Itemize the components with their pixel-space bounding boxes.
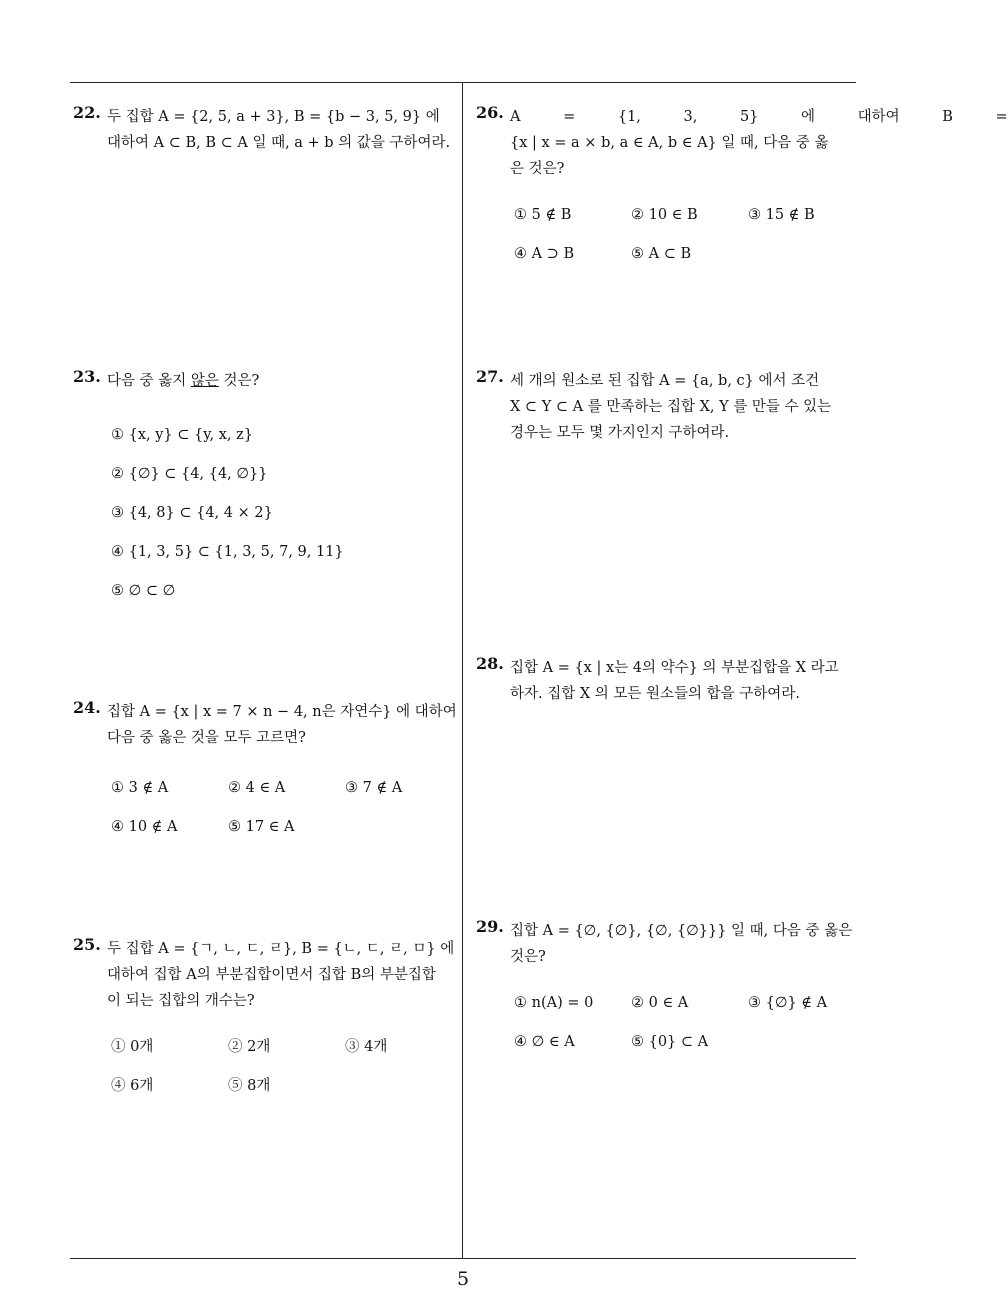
option-3[interactable]: ③ 15 ∉ B [748, 207, 815, 223]
answer-options [111, 1036, 458, 1097]
option-5[interactable]: ⑤ 8개 [228, 1078, 271, 1094]
stem-line: 집합 A = {x | x는 4의 약수} 의 부분집합을 X 라고 [510, 660, 839, 676]
stem-line: 두 집합 A = {ㄱ, ㄴ, ㄷ, ㄹ}, B = {ㄴ, ㄷ, ㄹ, ㅁ} 에 [107, 941, 455, 957]
option-2[interactable]: ② 10 ∈ B [631, 207, 698, 223]
stem-line: {x | x = a × b, a ∈ A, b ∈ A} 일 때, 다음 중 옳 [510, 135, 829, 151]
stem-line: 것은? [510, 949, 546, 965]
option-4[interactable]: ④ 10 ∉ A [111, 819, 178, 835]
bottom-rule [70, 1258, 856, 1259]
page-number: 5 [456, 1268, 470, 1290]
stem-line: 대하여 집합 A의 부분집합이면서 집합 B의 부분집합 [107, 967, 436, 983]
option-3[interactable]: ③ 7 ∉ A [345, 780, 403, 796]
answer-options [111, 777, 458, 838]
stem-line: 세 개의 원소로 된 집합 A = {a, b, c} 에서 조건 [510, 373, 820, 389]
stem-line: 집합 A = {x | x = 7 × n − 4, n은 자연수} 에 대하여 [107, 704, 457, 720]
stem-line: 경우는 모두 몇 가지인지 구하여라. [510, 425, 730, 441]
option-3[interactable]: ③ 4개 [345, 1039, 388, 1055]
option-1[interactable]: ① 3 ∉ A [111, 780, 169, 796]
problem-number: 27. [476, 367, 504, 386]
emphasis-underline: 않은 [190, 373, 219, 389]
problem-number: 26. [476, 103, 504, 122]
option-2[interactable]: ② 4 ∈ A [228, 780, 286, 796]
problem-stem [510, 655, 860, 707]
problem-stem [107, 936, 458, 1014]
option-3[interactable]: ③ {4, 8} ⊂ {4, 4 × 2} [111, 505, 273, 521]
problem-stem [510, 368, 860, 446]
problem-stem [107, 368, 458, 394]
option-3[interactable]: ③ {∅} ∉ A [748, 995, 828, 1011]
column-divider [462, 82, 463, 1258]
problem-26 [476, 103, 1008, 265]
problem-stem [107, 104, 458, 156]
problem-23 [73, 368, 458, 602]
option-1[interactable]: ① 5 ∉ B [514, 207, 572, 223]
option-1[interactable]: ① n(A) = 0 [514, 995, 594, 1011]
problem-stem [107, 699, 458, 751]
stem-line: 다음 중 옳은 것을 모두 고르면? [107, 730, 306, 746]
problem-number: 23. [73, 367, 101, 386]
option-2[interactable]: ② {∅} ⊂ {4, {4, ∅}} [111, 466, 268, 482]
option-1[interactable]: ① {x, y} ⊂ {y, x, z} [111, 427, 253, 443]
problem-24 [73, 699, 458, 838]
option-4[interactable]: ④ 6개 [111, 1078, 154, 1094]
stem-line: 이 되는 집합의 개수는? [107, 993, 255, 1009]
problem-27 [476, 368, 860, 446]
answer-options [514, 204, 860, 265]
problem-number: 22. [73, 103, 101, 122]
problem-number: 24. [73, 698, 101, 717]
option-4[interactable]: ④ {1, 3, 5} ⊂ {1, 3, 5, 7, 9, 11} [111, 544, 344, 560]
problem-number: 25. [73, 935, 101, 954]
problem-22 [73, 104, 458, 156]
problem-25 [73, 936, 458, 1097]
answer-options [514, 992, 860, 1053]
problem-stem [510, 918, 860, 970]
stem-line: X ⊂ Y ⊂ A 를 만족하는 집합 X, Y 를 만들 수 있는 [510, 399, 832, 415]
stem-line: A = {1, 3, 5} 에 대하여 B = [510, 109, 1008, 125]
stem-line: 집합 A = {∅, {∅}, {∅, {∅}}} 일 때, 다음 중 옳은 [510, 923, 853, 939]
top-rule [70, 82, 856, 83]
option-5[interactable]: ⑤ {0} ⊂ A [631, 1034, 709, 1050]
stem-line: 두 집합 A = {2, 5, a + 3}, B = {b − 3, 5, 9} 에 [107, 109, 440, 125]
stem-line [107, 368, 458, 394]
stem-text: 다음 중 옳지 [107, 373, 191, 389]
option-2[interactable]: ② 0 ∈ A [631, 995, 689, 1011]
option-1[interactable]: ① 0개 [111, 1039, 154, 1055]
problem-number: 29. [476, 917, 504, 936]
problem-number: 28. [476, 654, 504, 673]
problem-stem [510, 104, 1008, 182]
option-5[interactable]: ⑤ ∅ ⊂ ∅ [111, 583, 176, 599]
problem-29 [476, 918, 860, 1053]
option-5[interactable]: ⑤ 17 ∈ A [228, 819, 295, 835]
option-4[interactable]: ④ ∅ ∈ A [514, 1034, 575, 1050]
answer-options [111, 424, 458, 602]
option-2[interactable]: ② 2개 [228, 1039, 271, 1055]
option-5[interactable]: ⑤ A ⊂ B [631, 246, 692, 262]
stem-text: 것은? [218, 373, 260, 389]
problem-28 [476, 655, 860, 707]
stem-line: 하자. 집합 X 의 모든 원소들의 합을 구하여라. [510, 686, 800, 702]
option-4[interactable]: ④ A ⊃ B [514, 246, 575, 262]
stem-line: 대하여 A ⊂ B, B ⊂ A 일 때, a + b 의 값을 구하여라. [107, 135, 451, 151]
stem-line: 은 것은? [510, 161, 565, 177]
